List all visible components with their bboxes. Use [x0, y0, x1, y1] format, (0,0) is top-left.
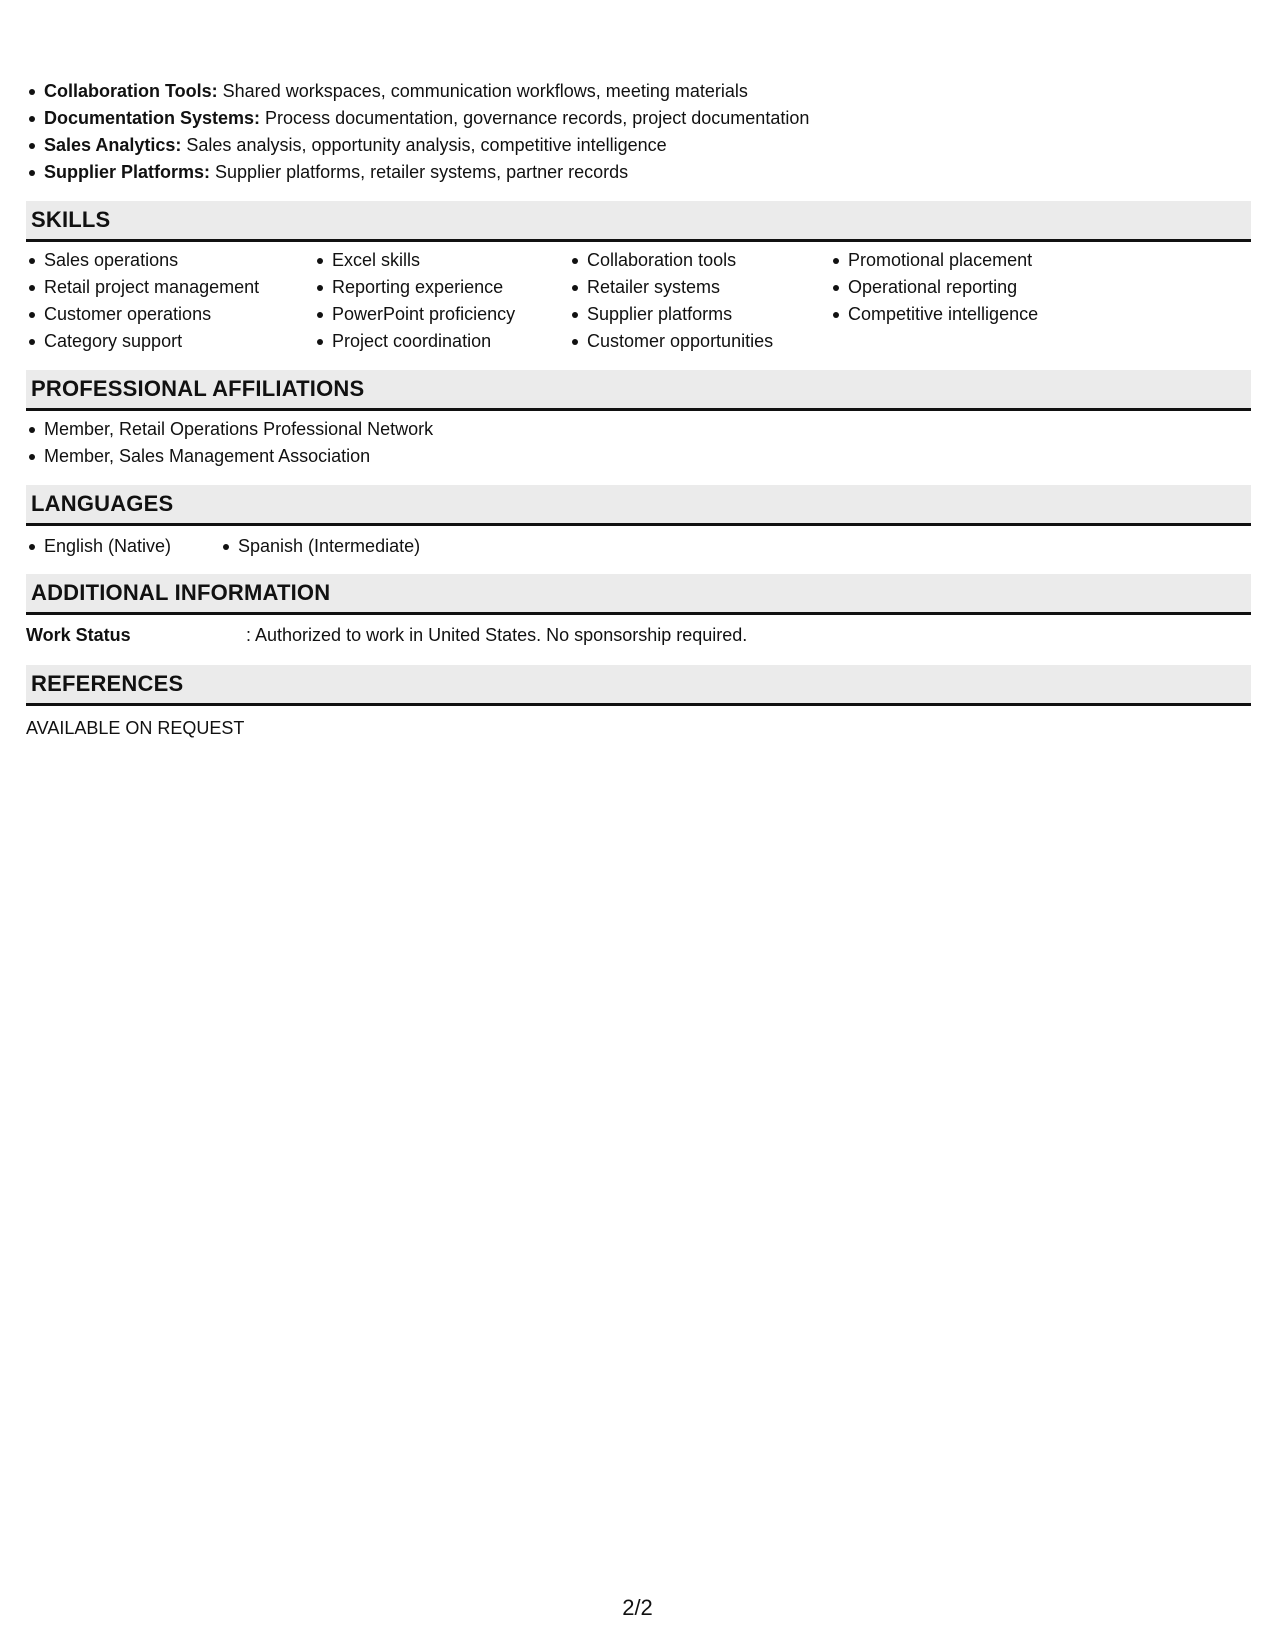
list-item [44, 105, 1251, 132]
tools-list [26, 78, 1251, 186]
list-item: English (Native) [44, 533, 220, 560]
additional-info-heading: ADDITIONAL INFORMATION [26, 574, 1251, 615]
work-status-value: : Authorized to work in United States. No sponsorship required. [246, 625, 748, 645]
resume-page [26, 78, 1251, 742]
languages-column [26, 533, 220, 560]
work-status-label: Work Status [26, 625, 131, 645]
list-item: Retail project management [44, 274, 314, 301]
references-heading: REFERENCES [26, 665, 1251, 706]
affiliations-heading: PROFESSIONAL AFFILIATIONS [26, 370, 1251, 411]
languages-column [220, 533, 420, 560]
list-item: Member, Sales Management Association [44, 443, 1251, 470]
skills-column [314, 247, 569, 355]
work-status-row [26, 622, 1251, 649]
languages-list [26, 533, 1251, 560]
list-item [44, 159, 1251, 186]
tool-label: Documentation Systems: [44, 108, 261, 128]
skills-grid [26, 247, 1251, 355]
list-item: Customer opportunities [587, 328, 830, 355]
list-item: Collaboration tools [587, 247, 830, 274]
tool-label: Sales Analytics: [44, 135, 182, 155]
list-item: Retailer systems [587, 274, 830, 301]
tool-text: Process documentation, governance records, project documentation [260, 108, 810, 128]
list-item: Competitive intelligence [848, 301, 1108, 328]
list-item: Reporting experience [332, 274, 569, 301]
tool-text: Shared workspaces, communication workflows, meeting materials [217, 81, 748, 101]
list-item: Project coordination [332, 328, 569, 355]
tool-text: Supplier platforms, retailer systems, partner records [210, 162, 629, 182]
list-item [44, 78, 1251, 105]
list-item: Customer operations [44, 301, 314, 328]
list-item: Sales operations [44, 247, 314, 274]
affiliations-list [26, 416, 1251, 470]
skills-column [26, 247, 314, 355]
list-item: Promotional placement [848, 247, 1108, 274]
references-text: AVAILABLE ON REQUEST [26, 718, 245, 738]
list-item: Spanish (Intermediate) [238, 533, 420, 560]
list-item: Supplier platforms [587, 301, 830, 328]
tool-label: Supplier Platforms: [44, 162, 211, 182]
skills-heading: SKILLS [26, 201, 1251, 242]
list-item: Category support [44, 328, 314, 355]
skills-column [569, 247, 830, 355]
list-item: Operational reporting [848, 274, 1108, 301]
page-number: 2/2 [622, 1595, 653, 1620]
list-item: Excel skills [332, 247, 569, 274]
tool-label: Collaboration Tools: [44, 81, 218, 101]
languages-heading: LANGUAGES [26, 485, 1251, 526]
tool-text: Sales analysis, opportunity analysis, competitive intelligence [181, 135, 667, 155]
skills-column [830, 247, 1108, 355]
list-item [44, 132, 1251, 159]
list-item: Member, Retail Operations Professional Network [44, 416, 1251, 443]
list-item: PowerPoint proficiency [332, 301, 569, 328]
